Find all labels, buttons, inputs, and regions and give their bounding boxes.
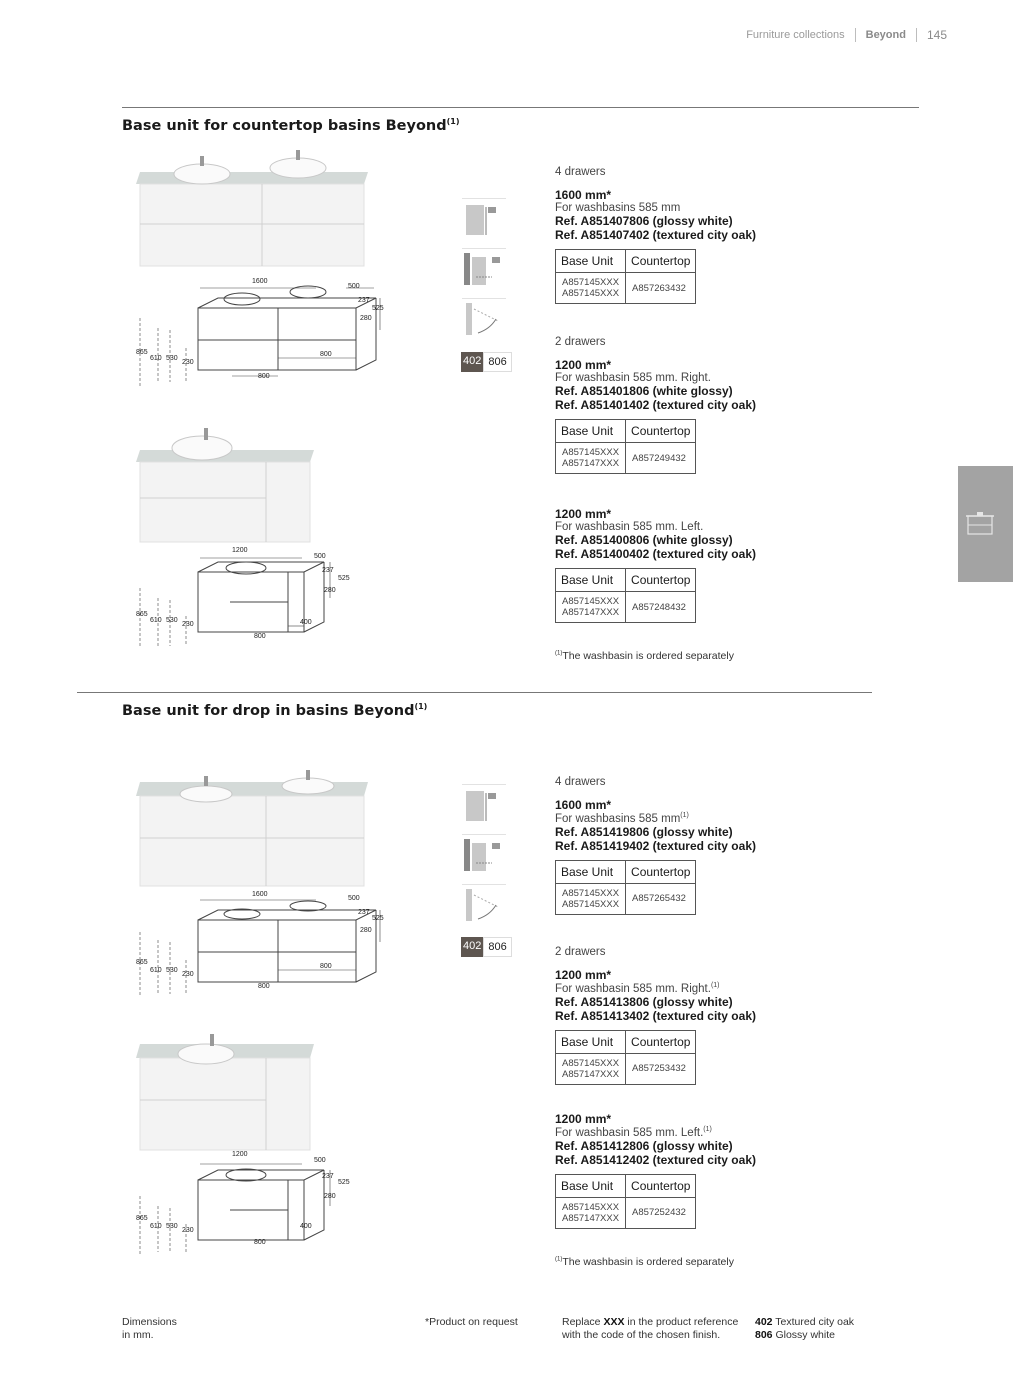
drawer-open-icon bbox=[462, 198, 506, 239]
dim-400: 400 bbox=[300, 1223, 312, 1230]
dim-depth: 500 bbox=[314, 553, 326, 560]
dim-525: 525 bbox=[372, 915, 384, 922]
dim-610: 610 bbox=[150, 617, 162, 624]
push-open-icon bbox=[462, 884, 506, 925]
finish-swatches bbox=[461, 937, 512, 957]
product-block: 4 drawers 1600 mm* For washbasins 585 $mm^{(1)}$ Ref. A851419806 (glossy white) Ref. A851419402 (textured city oak) Base Unit Countertop A857145XXX A857145XXX A857265432 bbox=[555, 776, 785, 915]
divider bbox=[916, 28, 917, 42]
dim-530: 530 bbox=[166, 617, 178, 624]
dim-237: 237 bbox=[322, 1173, 334, 1180]
cabinet bbox=[140, 1058, 310, 1150]
push-open-icon bbox=[462, 298, 506, 339]
unit-4-drawer-illustration bbox=[118, 148, 393, 388]
dim-width: 1600 bbox=[252, 278, 268, 285]
footer-request: *Product on request bbox=[425, 1316, 518, 1328]
page-number: 145 bbox=[926, 28, 947, 42]
dim-depth: 500 bbox=[314, 1157, 326, 1164]
product-block: 4 drawers 1600 mm* For washbasins 585 mm Ref. A851407806 (glossy white) Ref. A851407402 (textured city oak) Base Unit Countertop A857145XXX A857145XXX A857263432 bbox=[555, 166, 785, 304]
tap-icon bbox=[204, 428, 208, 440]
dim-525: 525 bbox=[372, 305, 384, 312]
unit-2-drawer-illustration bbox=[118, 1030, 393, 1258]
soft-close-icon bbox=[462, 248, 506, 289]
dim-237: 237 bbox=[322, 567, 334, 574]
dim-800: 800 bbox=[258, 373, 270, 380]
drawer-open-icon bbox=[462, 784, 506, 825]
tap-icon bbox=[200, 156, 204, 166]
washbasin bbox=[282, 778, 334, 794]
cabinet bbox=[140, 462, 310, 542]
dim-depth: 500 bbox=[348, 895, 360, 902]
feature-icons bbox=[462, 784, 508, 934]
footnote: $^{(1)}$The washbasin is ordered separately bbox=[555, 1256, 734, 1268]
dim-530: 530 bbox=[166, 355, 178, 362]
dim-230: 230 bbox=[182, 1227, 194, 1234]
countertop bbox=[136, 172, 368, 184]
category-tab[interactable] bbox=[958, 466, 1013, 582]
tap-icon bbox=[210, 1034, 214, 1046]
finish-white: 806 bbox=[483, 352, 511, 372]
finish-oak: 402 bbox=[461, 352, 483, 372]
dim-230: 230 bbox=[182, 359, 194, 366]
footer-replace: Replace XXX in the product reference with the code of the chosen finish. bbox=[562, 1316, 739, 1341]
dim-230: 230 bbox=[182, 971, 194, 978]
collection-label: Furniture collections bbox=[746, 29, 845, 41]
section-title: Base unit for drop in basins Beyond$^{(1)}$ bbox=[122, 702, 428, 719]
dim-400: 400 bbox=[300, 619, 312, 626]
feature-icons bbox=[462, 198, 508, 348]
dim-800: 800 bbox=[258, 983, 270, 990]
reference-table: Base Unit Countertop A857145XXX A857147XXX A857252432 bbox=[555, 1174, 696, 1229]
washbasin bbox=[270, 158, 326, 178]
dim-525: 525 bbox=[338, 1179, 350, 1186]
finish-oak: 402 bbox=[461, 937, 483, 957]
washbasin bbox=[174, 164, 230, 184]
dim-280: 280 bbox=[324, 1193, 336, 1200]
dim-525: 525 bbox=[338, 575, 350, 582]
dim-610: 610 bbox=[150, 967, 162, 974]
dim-865: 865 bbox=[136, 1215, 148, 1222]
reference-table: Base Unit Countertop A857145XXX A857145XXX A857265432 bbox=[555, 860, 696, 915]
section-rule bbox=[77, 692, 872, 693]
dim-865: 865 bbox=[136, 349, 148, 356]
washbasin bbox=[172, 436, 232, 460]
dim-610: 610 bbox=[150, 355, 162, 362]
dim-530: 530 bbox=[166, 1223, 178, 1230]
tap-icon bbox=[204, 776, 208, 786]
section-rule bbox=[122, 107, 919, 108]
dim-width: 1600 bbox=[252, 891, 268, 898]
washbasin bbox=[178, 1044, 234, 1064]
cabinet bbox=[140, 184, 364, 266]
finish-white: 806 bbox=[483, 937, 511, 957]
unit-2-drawer-illustration bbox=[118, 420, 393, 652]
dim-800: 800 bbox=[320, 351, 332, 358]
dim-depth: 500 bbox=[348, 283, 360, 290]
product-block: 2 drawers 1200 mm* For washbasin 585 mm. Right.$^{(1)}$ Ref. A851413806 (glossy white) Ref. A851413402 (textured city oak) Base Unit Countertop A857145XXX A857147XXX A857253432 bbox=[555, 946, 785, 1085]
dim-237: 237 bbox=[358, 297, 370, 304]
product-block: 1200 mm* For washbasin 585 mm. Left. Ref. A851400806 (white glossy) Ref. A851400402 (textured city oak) Base Unit Countertop A857145XXX A857147XXX A857248432 bbox=[555, 507, 785, 623]
divider bbox=[855, 28, 856, 42]
unit-4-drawer-illustration bbox=[118, 770, 393, 1010]
product-block: 1200 mm* For washbasin 585 mm. Left.$^{(1)}$ Ref. A851412806 (glossy white) Ref. A851412402 (textured city oak) Base Unit Countertop A857145XXX A857147XXX A857252432 bbox=[555, 1112, 785, 1229]
dim-530: 530 bbox=[166, 967, 178, 974]
reference-table: Base Unit Countertop A857145XXX A857147XXX A857249432 bbox=[555, 419, 696, 474]
dim-width: 1200 bbox=[232, 547, 248, 554]
dim-865: 865 bbox=[136, 959, 148, 966]
footnote: $^{(1)}$The washbasin is ordered separately bbox=[555, 650, 734, 662]
series-label: Beyond bbox=[865, 29, 906, 41]
dim-230: 230 bbox=[182, 621, 194, 628]
dim-280: 280 bbox=[324, 587, 336, 594]
cabinet bbox=[140, 796, 364, 886]
dim-800: 800 bbox=[254, 1239, 266, 1246]
washbasin bbox=[180, 786, 232, 802]
cabinet-icon bbox=[958, 466, 1013, 582]
dim-237: 237 bbox=[358, 909, 370, 916]
dim-800: 800 bbox=[320, 963, 332, 970]
product-block: 2 drawers 1200 mm* For washbasin 585 mm. Right. Ref. A851401806 (white glossy) Ref. A851401402 (textured city oak) Base Unit Countertop A857145XXX A857147XXX A857249432 bbox=[555, 336, 785, 474]
reference-table: Base Unit Countertop A857145XXX A857145XXX A857263432 bbox=[555, 249, 696, 304]
finish-swatches bbox=[461, 352, 512, 372]
dim-865: 865 bbox=[136, 611, 148, 618]
footer-dimensions: Dimensions in mm. bbox=[122, 1316, 177, 1341]
soft-close-icon bbox=[462, 834, 506, 875]
tap-icon bbox=[306, 770, 310, 780]
dim-width: 1200 bbox=[232, 1151, 248, 1158]
tap-icon bbox=[296, 150, 300, 160]
page-header bbox=[746, 28, 947, 42]
footer-finishes: 402 Textured city oak 806 Glossy white bbox=[755, 1316, 855, 1341]
reference-table: Base Unit Countertop A857145XXX A857147XXX A857248432 bbox=[555, 568, 696, 623]
dim-800: 800 bbox=[254, 633, 266, 640]
dim-280: 280 bbox=[360, 927, 372, 934]
reference-table: Base Unit Countertop A857145XXX A857147XXX A857253432 bbox=[555, 1030, 696, 1085]
dim-280: 280 bbox=[360, 315, 372, 322]
section-title: Base unit for countertop basins Beyond$^{(1)}$ bbox=[122, 117, 460, 134]
dim-610: 610 bbox=[150, 1223, 162, 1230]
